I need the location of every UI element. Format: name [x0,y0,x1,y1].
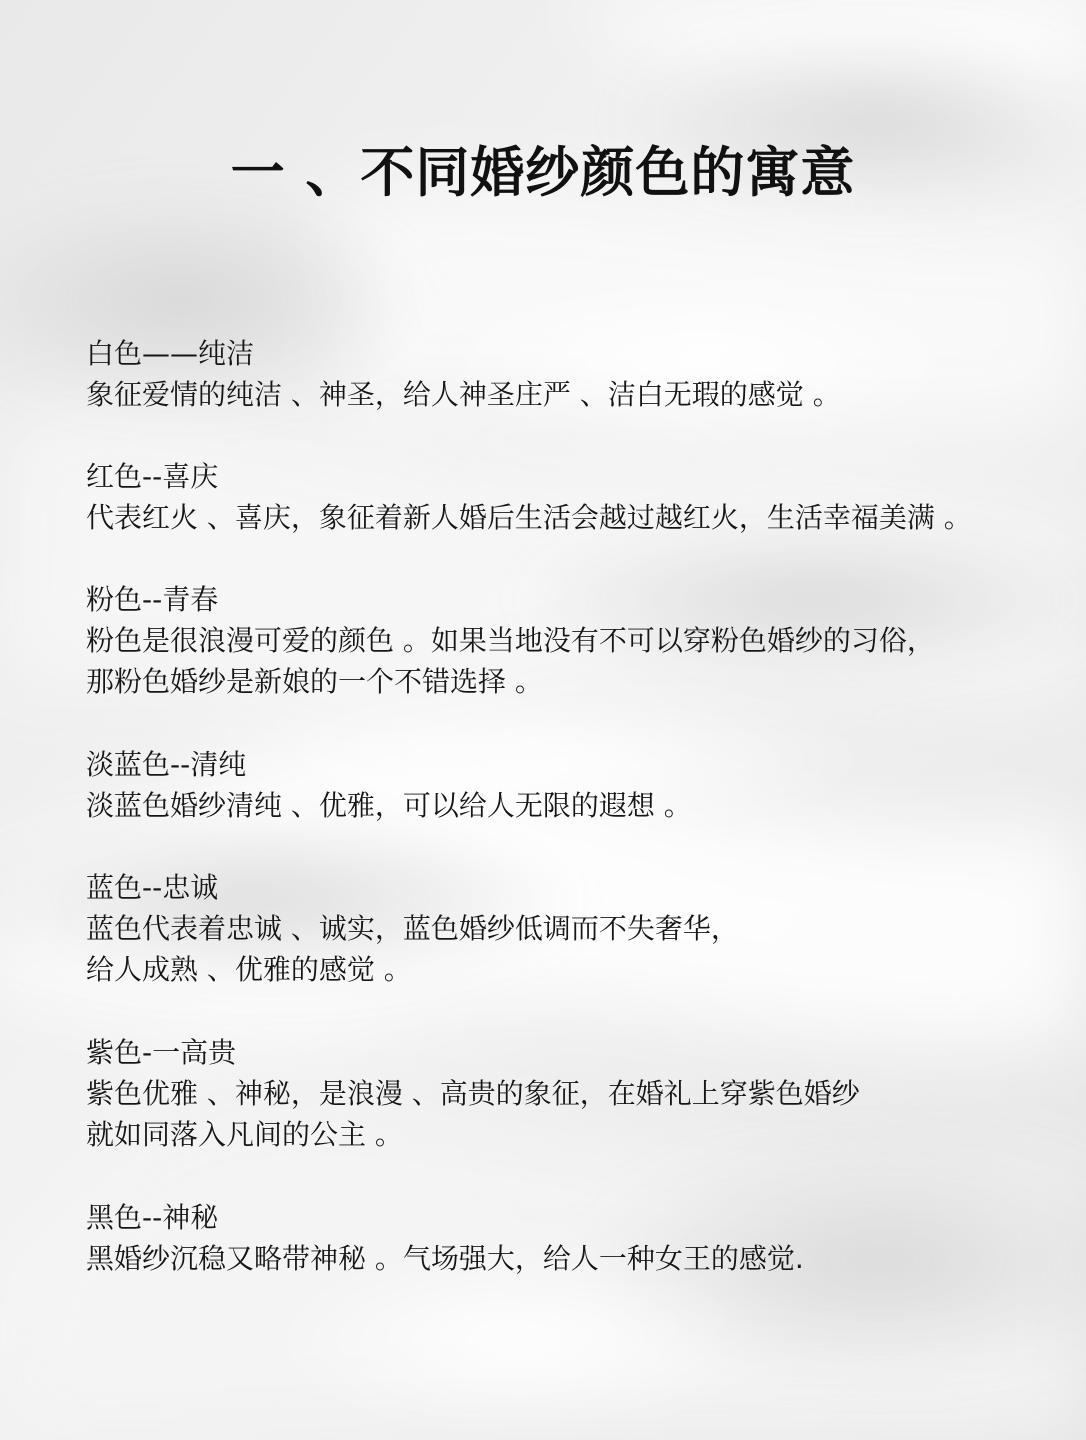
section-text-line: 代表红火 、喜庆，象征着新人婚后生活会越过越红火，生活幸福美满 。 [86,501,972,534]
section-purple [86,1032,1046,1155]
section-text-line: 粉色是很浪漫可爱的颜色 。如果当地没有不可以穿粉色婚纱的习俗， [86,624,935,657]
section-blue [86,867,1046,990]
page-title: 一 、不同婚纱颜色的寓意 [230,141,856,204]
section-heading: 紫色-一高贵 [86,1036,237,1069]
section-text-line: 黑婚纱沉稳又略带神秘 。气场强大，给人一种女王的感觉. [86,1242,804,1275]
section-red [86,456,1046,538]
section-white [86,333,1046,415]
section-pink [86,579,1046,702]
section-text-line: 蓝色代表着忠诚 、诚实，蓝色婚纱低调而不失奢华， [86,912,739,945]
section-heading: 淡蓝色--清纯 [86,748,247,781]
section-heading: 黑色--神秘 [86,1201,219,1234]
section-text-line: 就如同落入凡间的公主 。 [86,1118,403,1151]
section-heading: 粉色--青春 [86,583,219,616]
section-text-line: 那粉色婚纱是新娘的一个不错选择 。 [86,665,543,698]
section-heading: 白色——纯洁 [86,337,255,370]
section-text-line: 给人成熟 、优雅的感觉 。 [86,953,412,986]
section-heading: 红色--喜庆 [86,460,219,493]
section-light-blue [86,744,1046,826]
section-text-line: 淡蓝色婚纱清纯 、优雅，可以给人无限的遐想 。 [86,789,692,822]
section-black [86,1197,1046,1279]
section-text-line: 紫色优雅 、神秘，是浪漫 、高贵的象征，在婚礼上穿紫色婚纱 [86,1077,860,1110]
section-text-line: 象征爱情的纯洁 、神圣，给人神圣庄严 、洁白无瑕的感觉 。 [86,378,841,411]
section-heading: 蓝色--忠诚 [86,871,219,904]
